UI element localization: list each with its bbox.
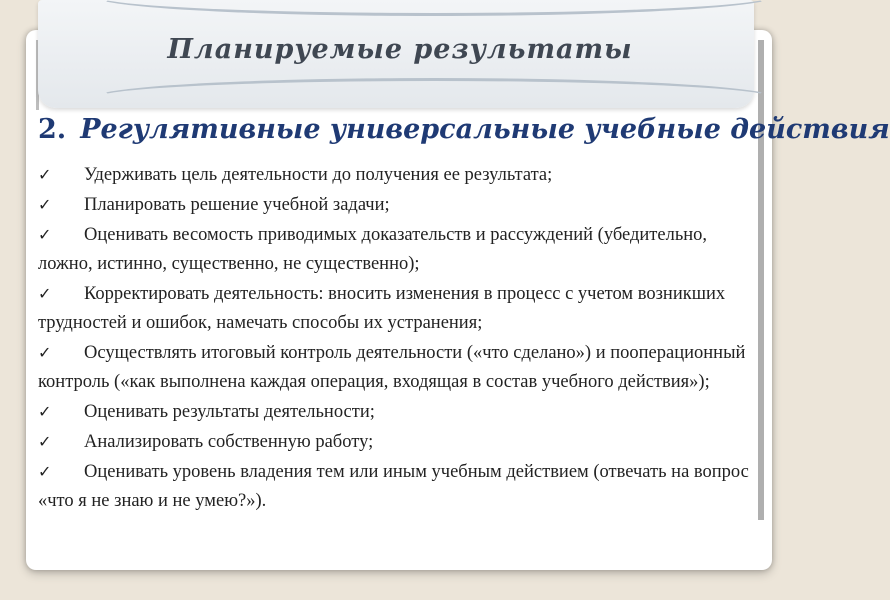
checkmark-icon: ✓ xyxy=(38,402,52,421)
checkmark-icon: ✓ xyxy=(38,284,52,303)
list-item-text: Оценивать весомость приводимых доказательств и рассуждений (убедительно, ложно, истинно, существенно, не существенно); xyxy=(38,225,708,274)
checkmark-icon: ✓ xyxy=(38,462,52,481)
checkmark-icon: ✓ xyxy=(38,432,52,451)
list-item xyxy=(38,397,754,427)
page-title: Планируемые результаты xyxy=(167,34,633,65)
section-title: Регулятивные универсальные учебные действия xyxy=(80,114,890,145)
list-item xyxy=(38,220,754,279)
list-item-text: Удерживать цель деятельности до получения ее результата; xyxy=(84,165,553,185)
checkmark-icon: ✓ xyxy=(38,195,52,214)
list-item xyxy=(38,427,754,457)
banner-arc-top xyxy=(92,0,776,16)
list-item-text: Планировать решение учебной задачи; xyxy=(84,195,390,215)
checkmark-icon: ✓ xyxy=(38,343,52,362)
list-item xyxy=(38,457,754,516)
list-item-text: Осуществлять итоговый контроль деятельности («что сделано») и пооперационный контроль («как выполнена каждая операция, входящая в состав учебного действия»); xyxy=(38,343,746,392)
banner-arc-bottom xyxy=(92,78,776,118)
section-number: 2. xyxy=(38,114,67,145)
results-list xyxy=(38,160,754,516)
list-item xyxy=(38,338,754,397)
checkmark-icon: ✓ xyxy=(38,225,52,244)
list-item-text: Анализировать собственную работу; xyxy=(84,432,374,452)
section-heading xyxy=(38,114,890,145)
list-item-text: Оценивать результаты деятельности; xyxy=(84,402,375,422)
list-item xyxy=(38,190,754,220)
list-item-text: Корректировать деятельность: вносить изменения в процесс с учетом возникших трудностей и ошибок, намечать способы их устранения; xyxy=(38,284,726,333)
list-item xyxy=(38,160,754,190)
list-item xyxy=(38,279,754,338)
card-edge-right xyxy=(758,40,764,520)
list-item-text: Оценивать уровень владения тем или иным учебным действием (отвечать на вопрос «что я не знаю и не умею?»). xyxy=(38,462,749,511)
checkmark-icon: ✓ xyxy=(38,165,52,184)
